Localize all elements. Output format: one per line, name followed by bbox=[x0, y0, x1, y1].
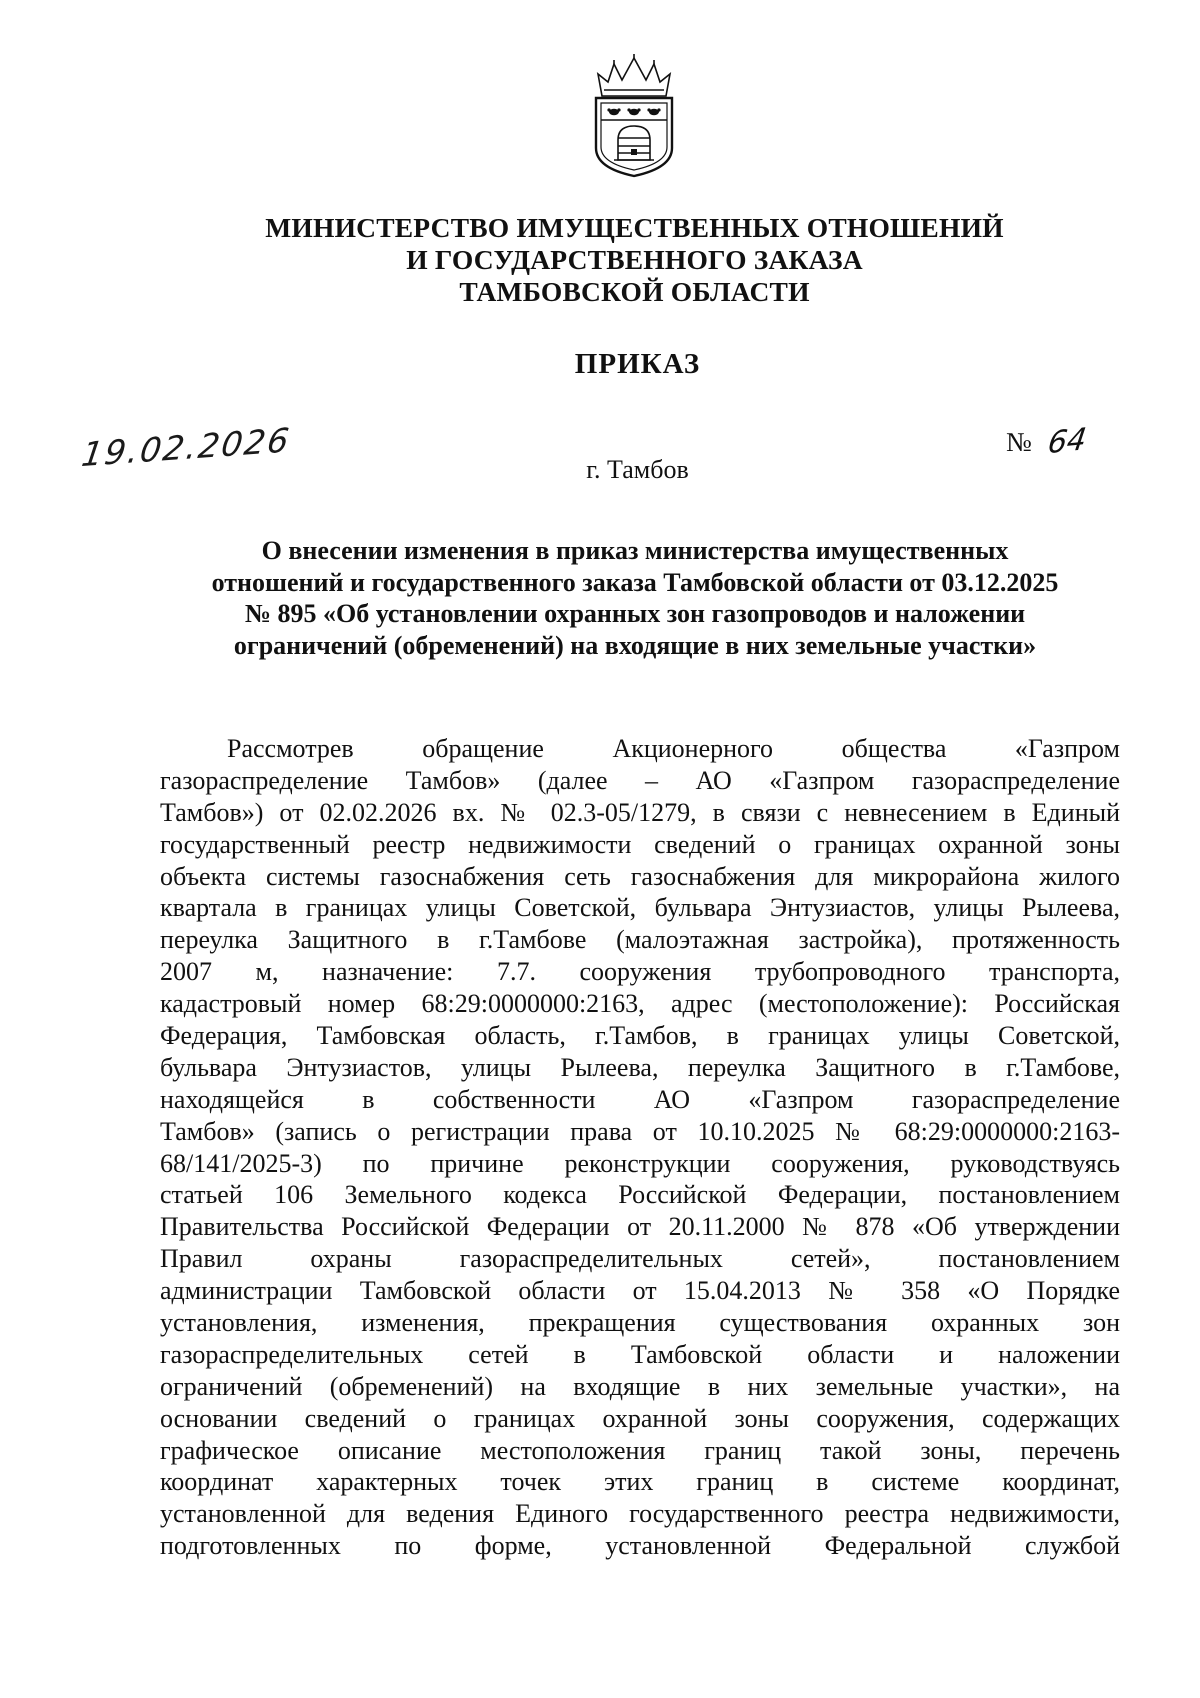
body-line: Тамбов» (запись о регистрации права от 10.10.2025 № 68:29:0000000:2163- bbox=[160, 1116, 1120, 1146]
body-line: статьей 106 Земельного кодекса Российской Федерации, постановлением bbox=[160, 1180, 1120, 1210]
city-line: г. Тамбов bbox=[586, 455, 689, 484]
body-line: кадастровый номер 68:29:0000000:2163, адрес (местоположение): Российская bbox=[160, 989, 1120, 1019]
subject-line: ограничений (обременений) на входящие в них земельные участки» bbox=[233, 630, 1037, 660]
body-line: газораспределительных сетей в Тамбовской области и наложении bbox=[160, 1339, 1120, 1369]
body-line: находящейся в собственности АО «Газпром газораспределение bbox=[160, 1084, 1120, 1114]
ministry-line-2: И ГОСУДАРСТВЕННОГО ЗАКАЗА bbox=[406, 244, 863, 275]
body-line: государственный реестр недвижимости сведений о границах охранной зоны bbox=[160, 829, 1120, 859]
body-line: установленной для ведения Единого государственного реестра недвижимости, bbox=[160, 1499, 1120, 1529]
body-line: Рассмотрев обращение Акционерного общества «Газпром bbox=[227, 734, 1120, 763]
body-line: Правительства Российской Федерации от 20.11.2000 № 878 «Об утверждении bbox=[160, 1212, 1120, 1242]
ministry-line-1: МИНИСТЕРСТВО ИМУЩЕСТВЕННЫХ ОТНОШЕНИЙ bbox=[265, 212, 1004, 243]
body-line: администрации Тамбовской области от 15.04.2013 № 358 «О Порядке bbox=[160, 1276, 1120, 1306]
body-line: основании сведений о границах охранной зоны сооружения, содержащих bbox=[160, 1403, 1120, 1433]
body-line: установления, изменения, прекращения существования охранных зон bbox=[160, 1308, 1120, 1338]
handwritten-number: 64 bbox=[1045, 421, 1089, 462]
body-line: квартала в границах улицы Советской, бульвара Энтузиастов, улицы Рылеева, bbox=[160, 893, 1120, 923]
tambov-region-coat-of-arms-icon bbox=[588, 52, 680, 180]
handwritten-date: 19.02.2026 bbox=[79, 420, 294, 475]
order-number bbox=[1006, 421, 1089, 462]
body-line: Правил охраны газораспределительных сетей», постановлением bbox=[160, 1244, 1120, 1274]
document-type-title: ПРИКАЗ bbox=[574, 348, 701, 380]
body-line: координат характерных точек этих границ в системе координат, bbox=[160, 1467, 1120, 1497]
body-line: ограничений (обременений) на входящие в них земельные участки», на bbox=[160, 1371, 1120, 1401]
body-line: Тамбов») от 02.02.2026 вх. № 02.3-05/1279, в связи с невнесением в Единый bbox=[160, 797, 1120, 827]
order-subject-title bbox=[150, 535, 1120, 661]
body-line: газораспределение Тамбов» (далее – АО «Газпром газораспределение bbox=[160, 765, 1120, 795]
body-line: Федерация, Тамбовская область, г.Тамбов, в границах улицы Советской, bbox=[160, 1021, 1120, 1051]
body-line: графическое описание местоположения границ такой зоны, перечень bbox=[160, 1435, 1120, 1465]
body-line: переулка Защитного в г.Тамбове (малоэтажная застройка), протяженность bbox=[160, 925, 1120, 955]
body-line: 2007 м, назначение: 7.7. сооружения трубопроводного транспорта, bbox=[160, 957, 1120, 987]
body-line: подготовленных по форме, установленной Федеральной службой bbox=[160, 1531, 1120, 1561]
body-paragraph bbox=[160, 733, 1120, 1562]
subject-line: О внесении изменения в приказ министерства имущественных bbox=[261, 536, 1009, 565]
body-line: объекта системы газоснабжения сеть газоснабжения для микрорайона жилого bbox=[160, 861, 1120, 891]
body-line: бульвара Энтузиастов, улицы Рылеева, переулка Защитного в г.Тамбове, bbox=[160, 1052, 1120, 1082]
body-line: 68/141/2025-3) по причине реконструкции сооружения, руководствуясь bbox=[160, 1148, 1120, 1178]
subject-line: отношений и государственного заказа Тамбовской области от 03.12.2025 bbox=[211, 567, 1059, 597]
ministry-line-3: ТАМБОВСКОЙ ОБЛАСТИ bbox=[459, 276, 810, 307]
number-label: № bbox=[1006, 427, 1032, 457]
subject-line: № 895 «Об установлении охранных зон газопроводов и наложении bbox=[244, 599, 1026, 628]
ministry-name bbox=[0, 212, 1200, 308]
